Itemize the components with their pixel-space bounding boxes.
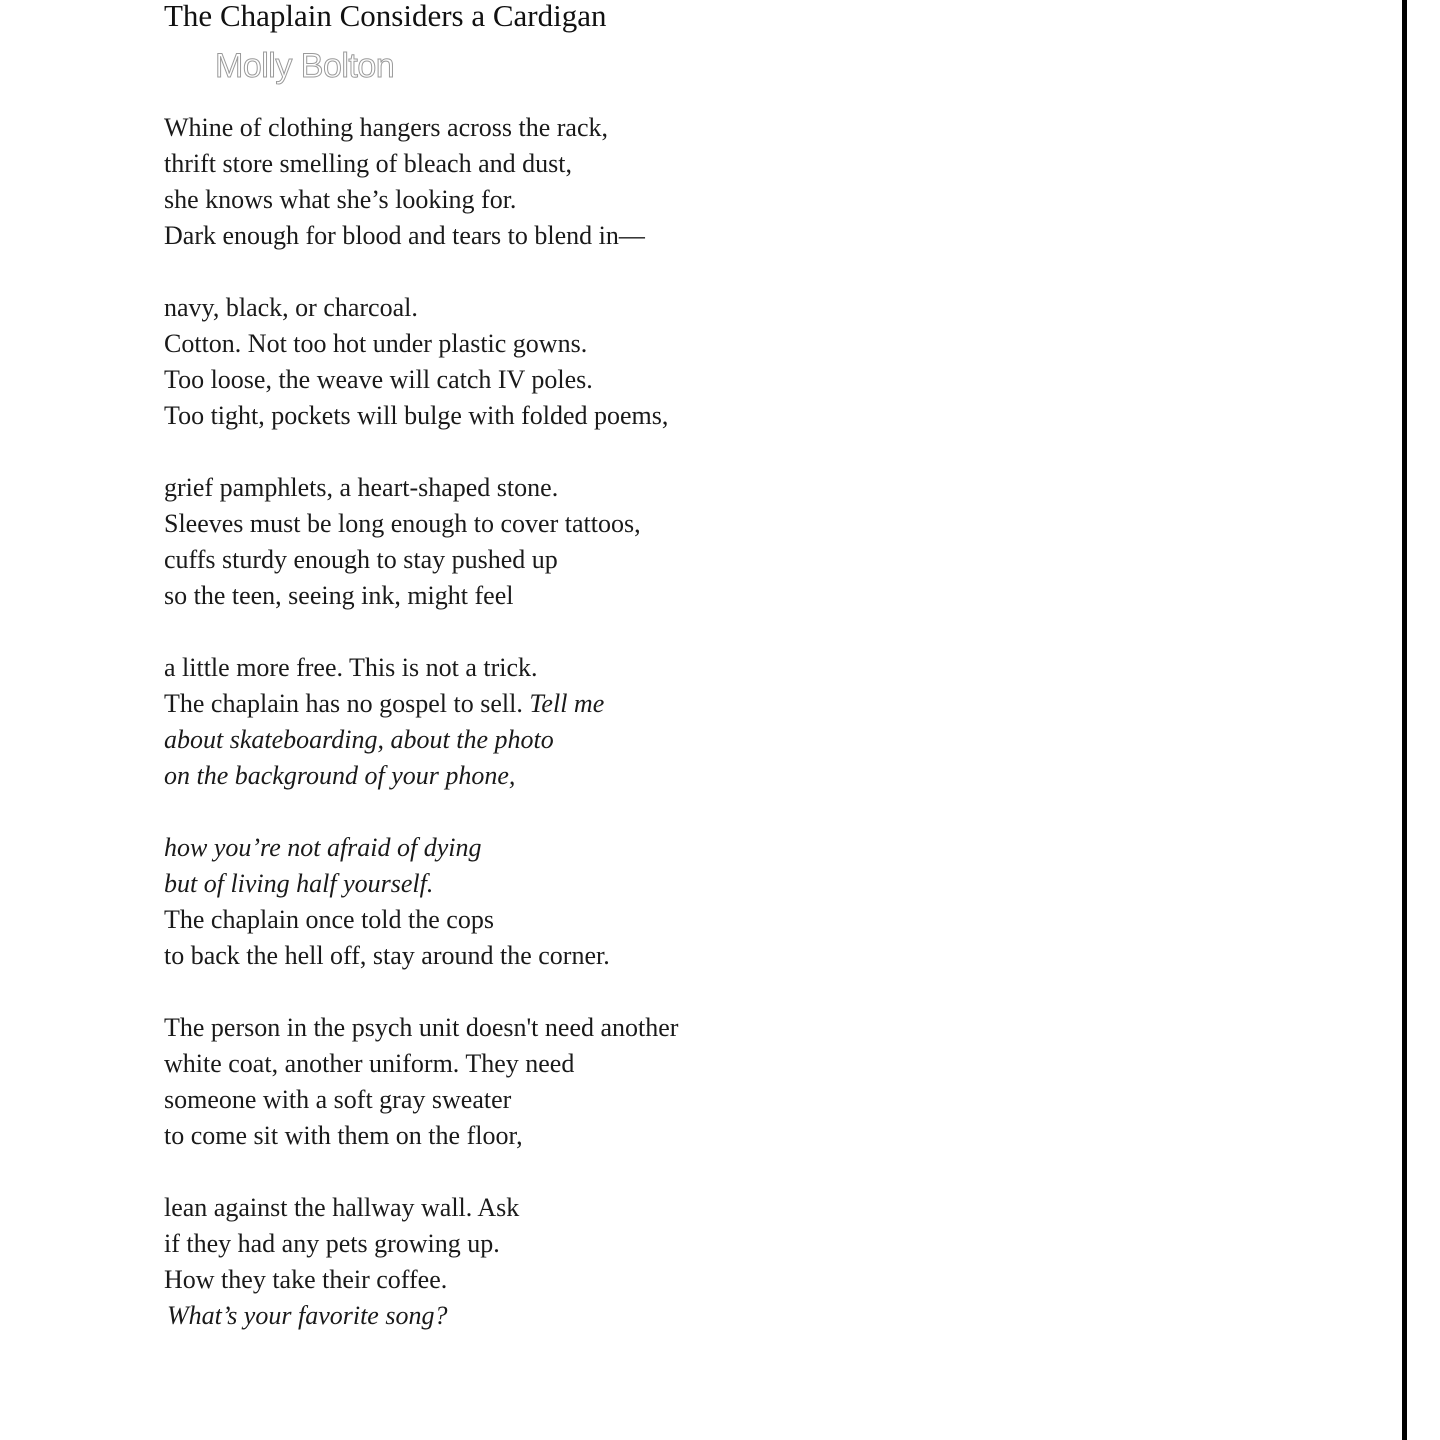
poem-line: someone with a soft gray sweater — [164, 1085, 512, 1114]
stanza-4 — [164, 650, 1364, 794]
poem-line-italic: What’s your favorite song? — [167, 1301, 448, 1330]
poem-title: The Chaplain Considers a Cardigan — [164, 0, 607, 33]
poem-line: if they had any pets growing up. — [164, 1229, 500, 1258]
stanza-7 — [164, 1190, 1364, 1334]
poem-line: thrift store smelling of bleach and dust, — [164, 149, 572, 178]
poem-line: Too tight, pockets will bulge with folded poems, — [164, 401, 669, 430]
poem-line: to come sit with them on the floor, — [164, 1121, 523, 1150]
poem-line: she knows what she’s looking for. — [164, 185, 517, 214]
poem-line: cuffs sturdy enough to stay pushed up — [164, 545, 558, 574]
poem-line: white coat, another uniform. They need — [164, 1049, 575, 1078]
right-border-line — [1402, 0, 1407, 1440]
poem-line: navy, black, or charcoal. — [164, 293, 418, 322]
poem-line: Too loose, the weave will catch IV poles. — [164, 365, 593, 394]
poem-line: The person in the psych unit doesn't need another — [164, 1013, 679, 1042]
poem-line: lean against the hallway wall. Ask — [164, 1193, 520, 1222]
poem-line: so the teen, seeing ink, might feel — [164, 581, 514, 610]
poem-author: Molly Bolton — [215, 47, 395, 85]
poem-line-italic-part: Tell me — [529, 689, 605, 718]
poem-line: to back the hell off, stay around the corner. — [164, 941, 610, 970]
poem-line-roman-part: The chaplain has no gospel to sell. — [164, 689, 530, 718]
poem-line: How they take their coffee. — [164, 1265, 448, 1294]
poem-line-italic: on the background of your phone, — [164, 761, 516, 790]
stanza-5 — [164, 830, 1364, 974]
poem-line-italic: how you’re not afraid of dying — [164, 833, 482, 862]
stanza-6 — [164, 1010, 1364, 1154]
poem-line: Dark enough for blood and tears to blend in— — [164, 221, 645, 250]
poem-line-italic: about skateboarding, about the photo — [164, 725, 554, 754]
stanza-2 — [164, 290, 1364, 434]
poem-line: Sleeves must be long enough to cover tattoos, — [164, 509, 641, 538]
poem-line: Whine of clothing hangers across the rack, — [164, 113, 609, 142]
poem-line: a little more free. This is not a trick. — [164, 653, 538, 682]
stanza-3 — [164, 470, 1364, 614]
poem-line-italic: but of living half yourself. — [164, 869, 434, 898]
poem-line: grief pamphlets, a heart-shaped stone. — [164, 473, 559, 502]
poem-body — [164, 110, 1364, 1370]
poem-line: The chaplain once told the cops — [164, 905, 494, 934]
poem-line-mixed — [164, 686, 1364, 722]
stanza-1 — [164, 110, 1364, 254]
poem-line: Cotton. Not too hot under plastic gowns. — [164, 329, 588, 358]
